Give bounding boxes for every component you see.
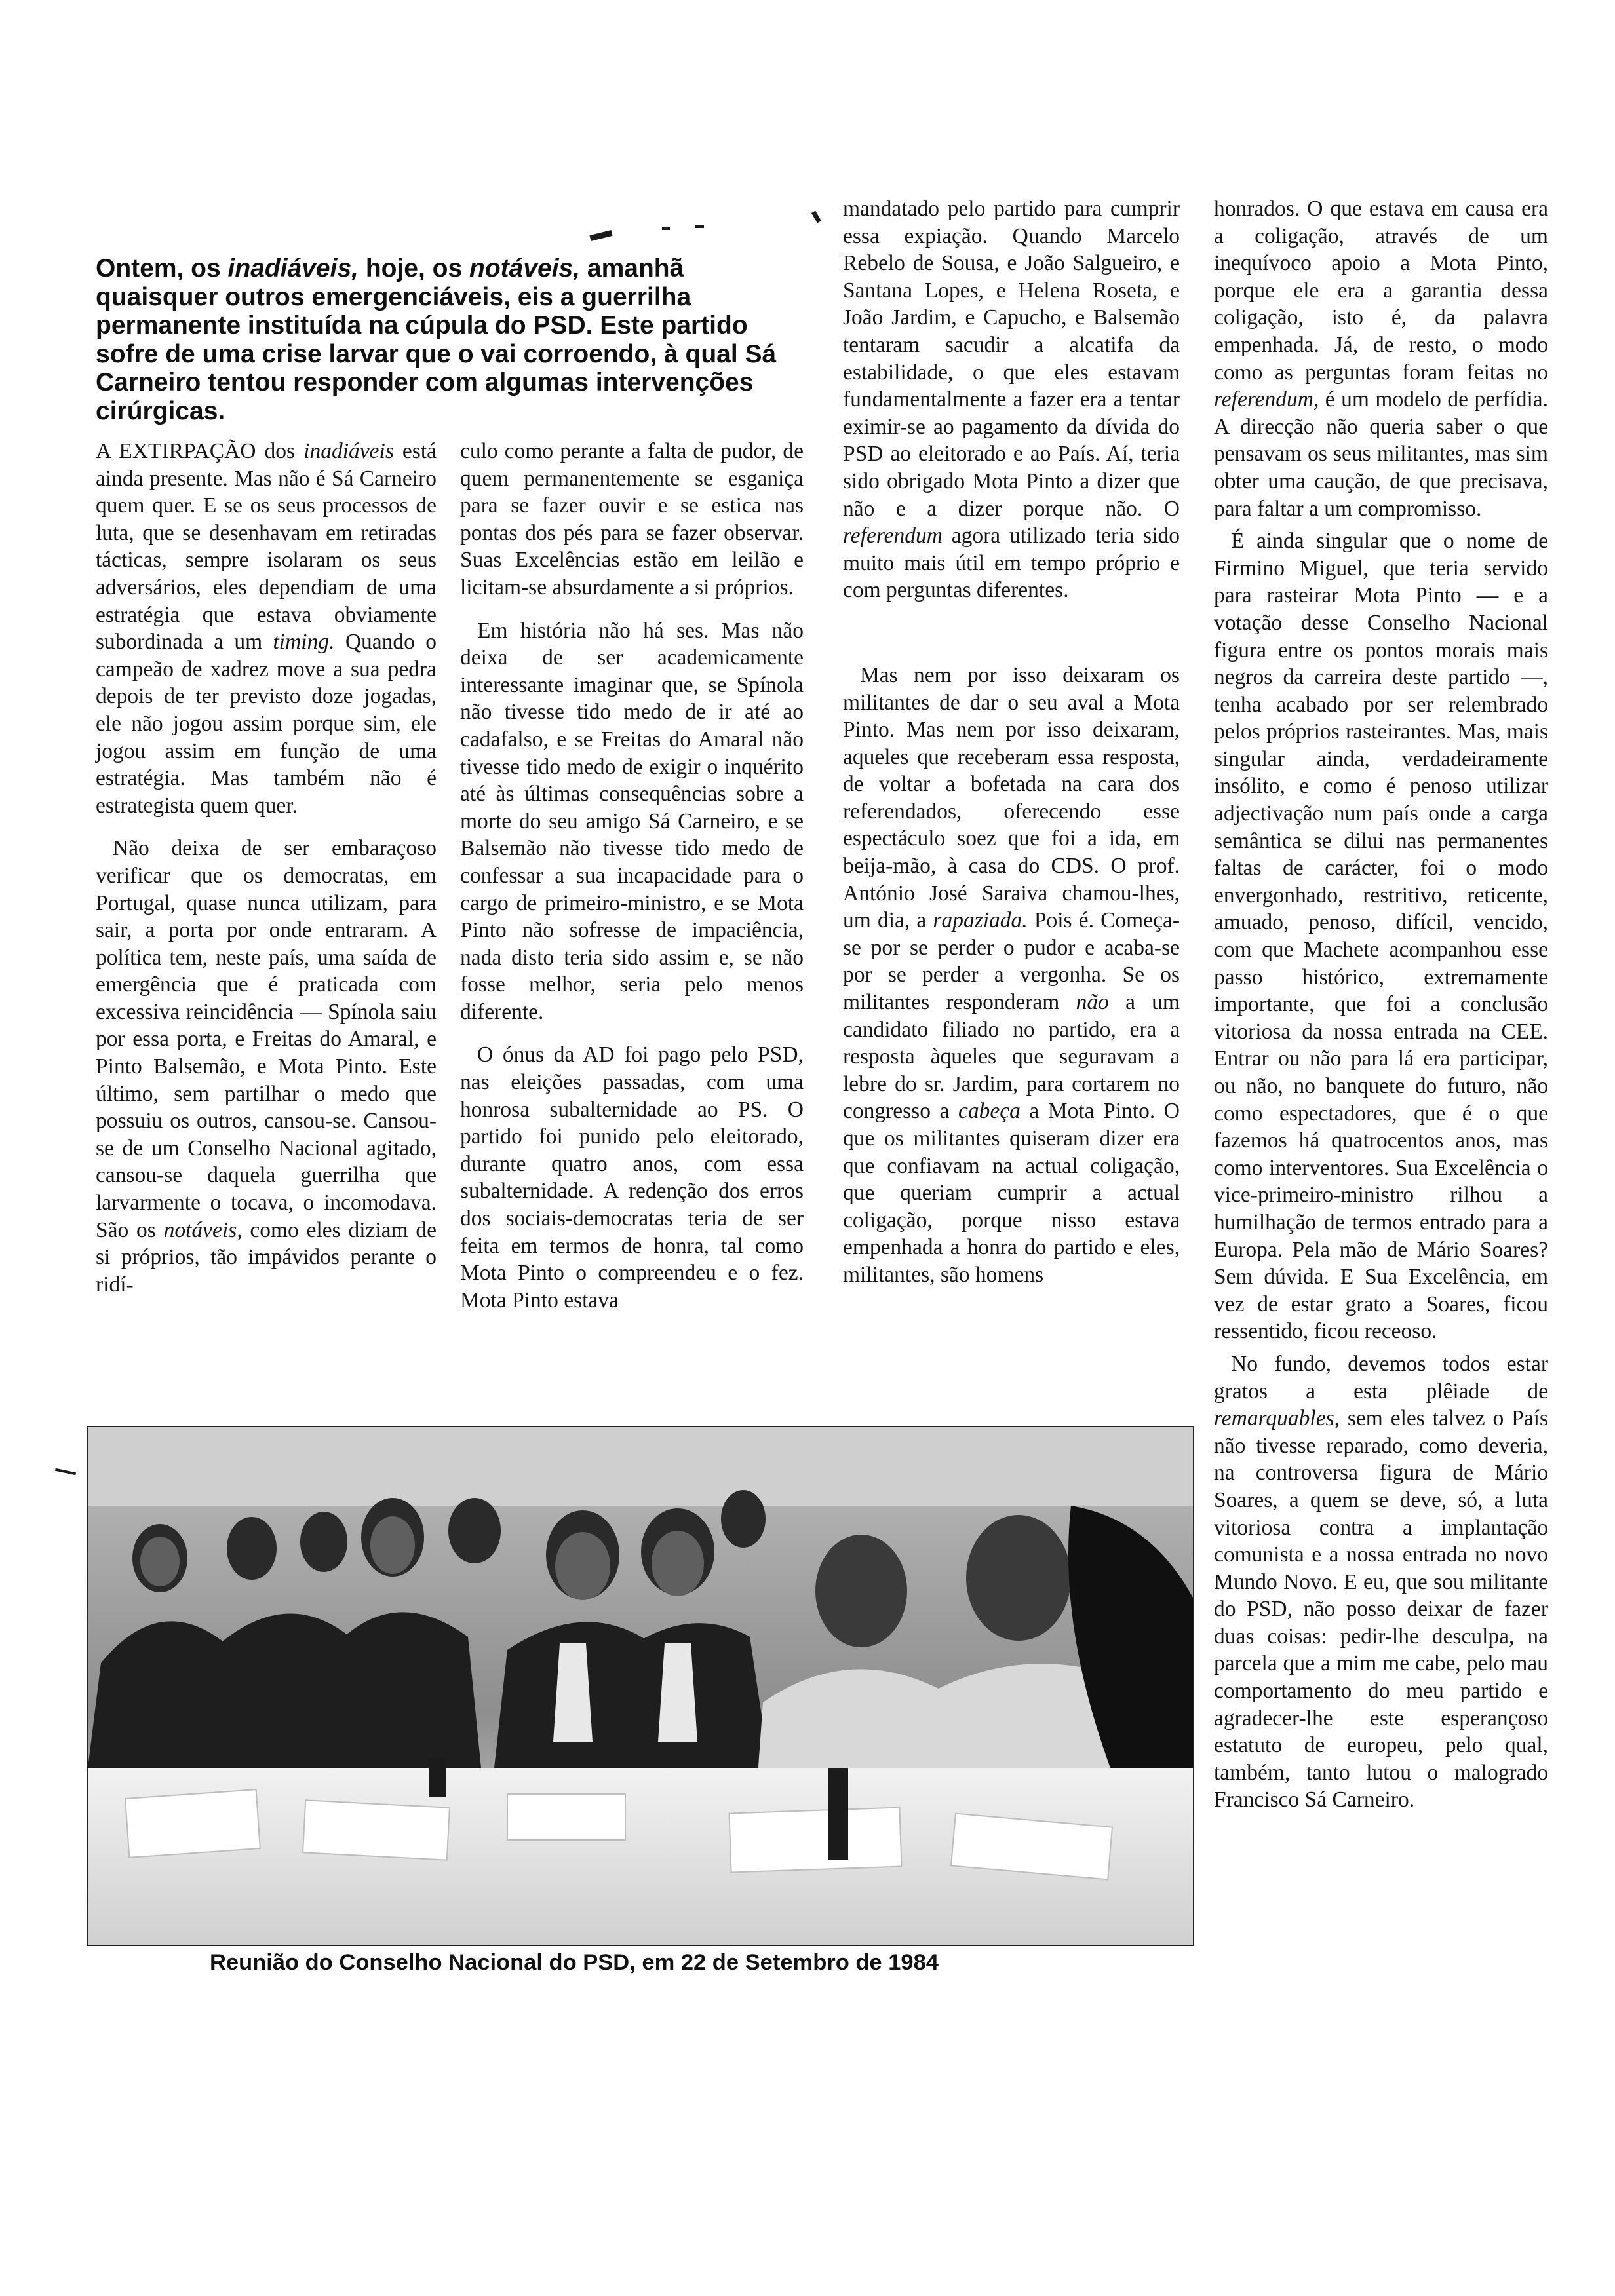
text-italic: referendum: [843, 524, 943, 548]
print-mark: [589, 230, 612, 241]
paragraph: [843, 662, 1180, 1289]
text-italic: inadiáveis: [303, 439, 394, 463]
text: Não deixa de ser embaraçoso verificar que os democratas, em Portugal, quase nunca utilizam, para sair, a porta por onde entraram. A política tem, neste país, uma saída de emergência que é praticada com excessiva reincidência — Spínola saiu por essa porta, e Freitas do Amaral, e Pinto Balsemão, e Mota Pinto. Este último, sem partilhar o medo que possuiu os outros, cansou-se. Cansou-se de um Conselho Nacional agitado, cansou-se daquela guerrilha que larvarmente o tocava, o incomodava. São os: [96, 836, 437, 1242]
lead-text: Ontem, os: [96, 254, 228, 282]
text-italic: rapaziada.: [933, 908, 1028, 933]
text-italic: cabeça: [958, 1099, 1021, 1124]
text: mandatado pelo partido para cumprir essa expiação. Quando Marcelo Rebelo de Sousa, e João Salgueiro, e Santana Lopes, e Helena Roseta, e João Jardim, e Capucho, e Balsemão tentaram sacudir a alcatifa da estabilidade, o que eles estavam fundamentalmente a fazer era a tentar eximir-se ao pagamento da dívida do PSD ao eleitorado e ao País. Aí, teria sido obrigado Mota Pinto a dizer que não e a dizer porque não. O: [843, 197, 1180, 521]
lead-italic: inadiáveis,: [227, 254, 359, 282]
text: A EXTIRPAÇÃO dos: [96, 439, 304, 463]
paragraph: É ainda singular que o nome de Firmino Miguel, que teria servido para rasteirar Mota Pinto — e a votação desse Conselho Nacional figura entre os pontos morais mais negros da carreira deste partido —, tenha acabado por ser relembrado pelos próprios rasteirantes. Mas, mais singular ainda, verdadeiramente insólito, e como é penoso utilizar adjectivação num país onde a carga semântica se dilui nas permanentes faltas de carácter, foi o modo envergonhado, restritivo, reticente, amuado, penoso, difícil, vencido, com que Machete acompanhou esse passo histórico, extremamente importante, que foi a conclusão vitoriosa da nossa entrada na CEE. Entrar ou não para lá era participar, ou não, no banquete do futuro, não como espectadores, que é o que fazemos há quatrocentos anos, mas como interventores. Sua Excelência o vice-primeiro-ministro rilhou a humilhação de termos entrado para a Europa. Pela mão de Mário Soares? Sem dúvida. E Sua Excelência, em vez de estar grato a Soares, ficou ressentido, ficou receoso.: [1214, 529, 1548, 1344]
lead-paragraph: [96, 254, 805, 425]
text: a um candidato filiado no partido, era a resposta àqueles que seguravam a lebre do sr. Jardim, para cortarem no congresso a: [843, 990, 1180, 1124]
paragraph: [96, 438, 437, 819]
lead-text: amanhã quaisquer outros emergenciáveis, eis a guerrilha permanente instituída na cúpula do PSD. Este partido sofre de uma crise larvar que o vai corroendo, à qual Sá Carneiro tentou responder com algumas intervenções cirúrgicas.: [96, 254, 777, 425]
text: está ainda presente. Mas não é Sá Carneiro quem quer. E se os seus processos de luta, que se desenhavam em retiradas tácticas, sempre isolaram os seus adversários, eles dependiam de uma estratégia que estava obviamente subordinada a um: [96, 439, 437, 655]
text-italic: timing.: [273, 630, 335, 655]
photo-illustration: [88, 1427, 1193, 1945]
text: Mas nem por isso deixaram os militantes de dar o seu aval a Mota Pinto. Mas nem por isso deixaram, aqueles que receberam essa resposta, de voltar a bofetada na cara dos referendados, oferecendo esse espectáculo soez que foi a ida, em beija-mão, à casa do CDS. O prof. António José Saraiva chamou-lhes, um dia, a: [843, 662, 1180, 933]
text: como eles diziam de si próprios, tão impávidos perante o ridí-: [96, 1217, 437, 1297]
paragraph: Em história não há ses. Mas não deixa de ser academicamente interessante imaginar que, se Spínola não tivesse tido medo de ir até ao cadafalso, e se Freitas do Amaral não tivesse tido medo de exigir o inquérito até às últimas consequências sobre a morte do seu amigo Sá Carneiro, e se Balsemão não tivesse tido medo de confessar a sua incapacidade para o cargo de primeiro-ministro, e se Mota Pinto não sofresse de impaciência, nada disto teria sido assim e, se não fosse melhor, seria pelo menos diferente.: [460, 618, 804, 1024]
text-italic: não: [1076, 990, 1109, 1015]
lead-italic: notáveis,: [469, 254, 581, 282]
paragraph: O ónus da AD foi pago pelo PSD, nas eleições passadas, com uma honrosa subalternidade ao PS. O partido foi punido pelo eleitorado, durante quatro anos, com essa subalternidade. A redenção dos erros dos sociais-democratas teria de ser feita em termos de honra, tal como Mota Pinto o compreendeu e o fez. Mota Pinto estava: [460, 1043, 804, 1312]
text: agora utilizado teria sido muito mais útil em tempo próprio e com perguntas diferentes.: [843, 524, 1180, 603]
paragraph: culo como perante a falta de pudor, de quem permanentemente se esganiça para se fazer ouvir e se estica nas pontas dos pés para se fazer observar. Suas Excelências estão em leilão e licitam-se absurdamente a si próprios.: [460, 439, 804, 600]
text: Pois é. Começa-se por se perder o pudor e acaba-se por se perder a vergonha. Se os militantes responderam: [843, 908, 1180, 1015]
print-mark: [811, 210, 821, 223]
article-column-2: [460, 438, 804, 1314]
article-column-3: [843, 195, 1180, 1289]
text-italic: notáveis,: [163, 1217, 243, 1242]
text: é um modelo de perfídia. A direcção não queria saber o que pensavam os seus militantes, mas sim obter uma caução, de que precisava, para faltar a um compromisso.: [1214, 387, 1548, 521]
lead-text: hoje, os: [358, 254, 470, 282]
paragraph: [1214, 1350, 1548, 1814]
text-italic: referendum,: [1214, 387, 1319, 412]
photo-caption: Reunião do Conselho Nacional do PSD, em 22 de Setembro de 1984: [210, 1950, 939, 1975]
text: sem eles talvez o País não tivesse reparado, como deveria, na controversa figura de Mário Soares, a quem se deve, só, a luta vitoriosa contra a implantação comunista e a nossa entrada no novo Mundo Novo. E eu, que sou militante do PSD, não posso deixar de fazer duas coisas: pedir-lhe desculpa, na parcela que a mim me cabe, pelo mau comportamento do meu partido e agradecer-lhe este esperançoso estatuto de europeu, pelo qual, também, tanto lutou o malogrado Francisco Sá Carneiro.: [1214, 1406, 1548, 1812]
paragraph: [843, 195, 1180, 604]
print-mark: [55, 1468, 76, 1476]
text-italic: remarquables,: [1214, 1406, 1340, 1431]
text: a Mota Pinto. O que os militantes quiseram dizer era que confiavam na actual coligação, que queriam cumprir a actual coligação, porque nisso estava empenhada a honra do partido e eles, militantes, são homens: [843, 1099, 1180, 1287]
meeting-photo: [87, 1426, 1194, 1946]
article-column-1: [96, 438, 437, 1298]
print-mark: [695, 225, 704, 228]
print-mark: [662, 227, 670, 230]
text: Quando o campeão de xadrez move a sua pedra depois de ter previsto doze jogadas, ele não jogou assim porque sim, ele jogou assim em função de uma estratégia. Mas também não é estrategista quem quer.: [96, 630, 437, 818]
text: honrados. O que estava em causa era a coligação, através de um inequívoco apoio a Mota Pinto, porque ele era a garantia dessa coligação, isto é, da palavra empenhada. Já, de resto, o modo como as perguntas foram feitas no: [1214, 197, 1548, 385]
paragraph: [96, 835, 437, 1298]
article-column-4: [1214, 195, 1548, 1814]
text: No fundo, devemos todos estar gratos a esta plêiade de: [1214, 1351, 1548, 1404]
paragraph: [1214, 195, 1548, 522]
